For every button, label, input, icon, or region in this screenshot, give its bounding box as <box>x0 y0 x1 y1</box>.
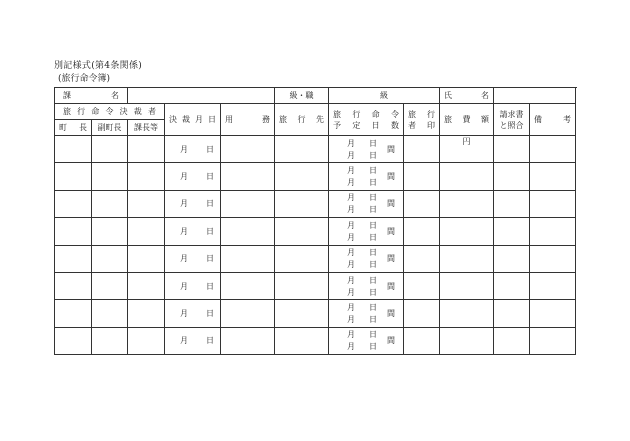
table-row <box>55 190 576 217</box>
ryohigaku-cell[interactable] <box>440 272 494 299</box>
seikyusho-check-cell[interactable] <box>494 300 530 327</box>
form-caption: 別記様式(第4条関係) <box>54 61 143 71</box>
yomu-cell[interactable] <box>221 136 275 163</box>
ryokosha-in-cell[interactable] <box>404 327 440 354</box>
yomu-cell[interactable] <box>221 163 275 190</box>
ryokosha-in-cell[interactable] <box>404 300 440 327</box>
chocho-header: 町 長 <box>55 120 92 136</box>
kyu-shoku-label-cell: 級・職 <box>275 88 329 104</box>
ryokosaki-cell[interactable] <box>275 136 329 163</box>
ryohigaku-cell[interactable] <box>440 190 494 217</box>
fukuchocho-stamp-cell[interactable] <box>92 245 128 272</box>
chocho-stamp-cell[interactable] <box>55 163 92 190</box>
day-label: 日 <box>206 226 214 236</box>
ryokosaki-cell[interactable] <box>275 327 329 354</box>
seikyusho-header: 請求書 と照合 <box>494 104 530 136</box>
chocho-stamp-cell[interactable] <box>55 136 92 163</box>
period-label: 間 <box>387 199 396 209</box>
kachoto-stamp-cell[interactable] <box>128 163 165 190</box>
yotei-nissu-cell[interactable]: 月 日 月 日 間 <box>329 272 404 299</box>
biko-cell[interactable] <box>530 218 576 245</box>
yomu-header: 用 務 <box>221 104 275 136</box>
kessai-date-cell[interactable] <box>165 163 221 190</box>
kachoto-stamp-cell[interactable] <box>128 272 165 299</box>
shimei-value-cell[interactable] <box>494 88 576 104</box>
chocho-stamp-cell[interactable] <box>55 327 92 354</box>
ryokosaki-header: 旅 行 先 <box>275 104 329 136</box>
kessai-date-cell[interactable] <box>165 190 221 217</box>
kessaisha-group-header: 旅 行 命 令 決 裁 者 <box>55 104 165 120</box>
month-label: 月 <box>180 281 188 291</box>
day-label: 日 <box>206 254 214 264</box>
seikyusho-check-cell[interactable] <box>494 218 530 245</box>
yomu-cell[interactable] <box>221 300 275 327</box>
seikyusho-check-cell[interactable] <box>494 327 530 354</box>
kessai-date-cell[interactable] <box>165 300 221 327</box>
yomu-cell[interactable] <box>221 218 275 245</box>
month-label: 月 <box>180 226 188 236</box>
day-label: 日 <box>206 309 214 319</box>
period-label: 間 <box>387 254 396 264</box>
kachoto-stamp-cell[interactable] <box>128 327 165 354</box>
table-row <box>55 300 576 327</box>
yomu-cell[interactable] <box>221 327 275 354</box>
period-label: 間 <box>387 336 396 346</box>
ryokosaki-cell[interactable] <box>275 245 329 272</box>
period-label: 間 <box>387 144 396 154</box>
ryohigaku-cell[interactable] <box>440 300 494 327</box>
kachoto-stamp-cell[interactable] <box>128 245 165 272</box>
biko-cell[interactable] <box>530 300 576 327</box>
period-label: 間 <box>387 172 396 182</box>
biko-header: 備 考 <box>530 104 576 136</box>
ryokosaki-cell[interactable] <box>275 163 329 190</box>
biko-cell[interactable] <box>530 163 576 190</box>
period-label: 間 <box>387 281 396 291</box>
chocho-stamp-cell[interactable] <box>55 190 92 217</box>
shimei-label-cell: 氏 名 <box>440 88 494 104</box>
kessai-date-cell[interactable] <box>165 218 221 245</box>
ryokosaki-cell[interactable] <box>275 272 329 299</box>
kachoto-stamp-cell[interactable] <box>128 300 165 327</box>
ryokosha-in-cell[interactable] <box>404 245 440 272</box>
kessai-date-header: 決 裁 月 日 <box>165 104 221 136</box>
kessai-date-cell[interactable] <box>165 136 221 163</box>
fukuchocho-stamp-cell[interactable] <box>92 218 128 245</box>
chocho-stamp-cell[interactable] <box>55 218 92 245</box>
biko-cell[interactable] <box>530 327 576 354</box>
table-row <box>55 163 576 190</box>
ryohigaku-cell[interactable] <box>440 327 494 354</box>
kessai-date-cell[interactable] <box>165 272 221 299</box>
chocho-stamp-cell[interactable] <box>55 245 92 272</box>
kachoto-header: 課長等 <box>128 120 165 136</box>
ryokosha-in-cell[interactable] <box>404 272 440 299</box>
info-row <box>55 88 576 104</box>
table-row <box>55 245 576 272</box>
kachoto-stamp-cell[interactable] <box>128 136 165 163</box>
ka-label-cell: 課 名 <box>55 88 128 104</box>
biko-cell[interactable] <box>530 136 576 163</box>
biko-cell[interactable] <box>530 190 576 217</box>
kessai-date-cell[interactable] <box>165 245 221 272</box>
travel-order-ledger-table <box>54 87 576 355</box>
ryohigaku-header: 旅 費 額 <box>440 104 494 136</box>
yotei-nissu-cell[interactable]: 月 日 月 日 間 <box>329 300 404 327</box>
ryohigaku-cell[interactable] <box>440 136 494 163</box>
fukuchocho-stamp-cell[interactable] <box>92 190 128 217</box>
yomu-cell[interactable] <box>221 245 275 272</box>
seikyusho-check-cell[interactable] <box>494 163 530 190</box>
day-label: 日 <box>206 199 214 209</box>
seikyusho-check-cell[interactable] <box>494 272 530 299</box>
period-label: 間 <box>387 226 396 236</box>
month-label: 月 <box>180 309 188 319</box>
ryohigaku-cell[interactable] <box>440 218 494 245</box>
ryokosha-in-cell[interactable] <box>404 136 440 163</box>
biko-cell[interactable] <box>530 245 576 272</box>
yen-label: 円 <box>462 137 471 146</box>
table-row <box>55 218 576 245</box>
month-label: 月 <box>180 144 188 154</box>
chocho-stamp-cell[interactable] <box>55 272 92 299</box>
kachoto-stamp-cell[interactable] <box>128 218 165 245</box>
day-label: 日 <box>206 281 214 291</box>
yotei-nissu-cell[interactable]: 月 日 月 日 間 <box>329 136 404 163</box>
ryokosha-in-header: 旅 行 者 印 <box>404 104 440 136</box>
form-subcaption: (旅行命令簿) <box>58 74 111 84</box>
ryokosha-in-cell[interactable] <box>404 190 440 217</box>
month-label: 月 <box>180 199 188 209</box>
ryoko-meirei-yotei-header: 旅 行 命 令 予 定 日 数 <box>329 104 404 136</box>
day-label: 日 <box>206 144 214 154</box>
month-label: 月 <box>180 172 188 182</box>
ryokosha-in-cell[interactable] <box>404 163 440 190</box>
table-row <box>55 136 576 163</box>
month-label: 月 <box>180 254 188 264</box>
ryokosaki-cell[interactable] <box>275 300 329 327</box>
fukuchocho-stamp-cell[interactable] <box>92 136 128 163</box>
fukuchocho-header: 副町長 <box>92 120 128 136</box>
yotei-nissu-cell[interactable]: 月 日 月 日 間 <box>329 218 404 245</box>
yotei-nissu-cell[interactable]: 月 日 月 日 間 <box>329 245 404 272</box>
fukuchocho-stamp-cell[interactable] <box>92 163 128 190</box>
table-row <box>55 272 576 299</box>
biko-cell[interactable] <box>530 272 576 299</box>
kessai-date-cell[interactable] <box>165 327 221 354</box>
day-label: 日 <box>206 336 214 346</box>
seikyusho-check-cell[interactable] <box>494 136 530 163</box>
ryokosha-in-cell[interactable] <box>404 218 440 245</box>
chocho-stamp-cell[interactable] <box>55 300 92 327</box>
kyu-value-cell[interactable] <box>329 88 440 104</box>
header-row-top <box>55 104 576 120</box>
seikyusho-check-cell[interactable] <box>494 190 530 217</box>
ka-value-cell[interactable] <box>128 88 275 104</box>
seikyusho-check-cell[interactable] <box>494 245 530 272</box>
kyu-suffix: 級 <box>380 91 389 100</box>
ryokosaki-cell[interactable] <box>275 218 329 245</box>
day-label: 日 <box>206 172 214 182</box>
table-row <box>55 327 576 354</box>
ryohigaku-cell[interactable] <box>440 163 494 190</box>
yotei-nissu-cell[interactable]: 月 日 月 日 間 <box>329 163 404 190</box>
yomu-cell[interactable] <box>221 272 275 299</box>
fukuchocho-stamp-cell[interactable] <box>92 327 128 354</box>
period-label: 間 <box>387 309 396 319</box>
month-label: 月 <box>180 336 188 346</box>
fukuchocho-stamp-cell[interactable] <box>92 300 128 327</box>
fukuchocho-stamp-cell[interactable] <box>92 272 128 299</box>
yotei-nissu-cell[interactable]: 月 日 月 日 間 <box>329 327 404 354</box>
yomu-cell[interactable] <box>221 190 275 217</box>
yotei-nissu-cell[interactable]: 月 日 月 日 間 <box>329 190 404 217</box>
kachoto-stamp-cell[interactable] <box>128 190 165 217</box>
ryokosaki-cell[interactable] <box>275 190 329 217</box>
ryohigaku-cell[interactable] <box>440 245 494 272</box>
